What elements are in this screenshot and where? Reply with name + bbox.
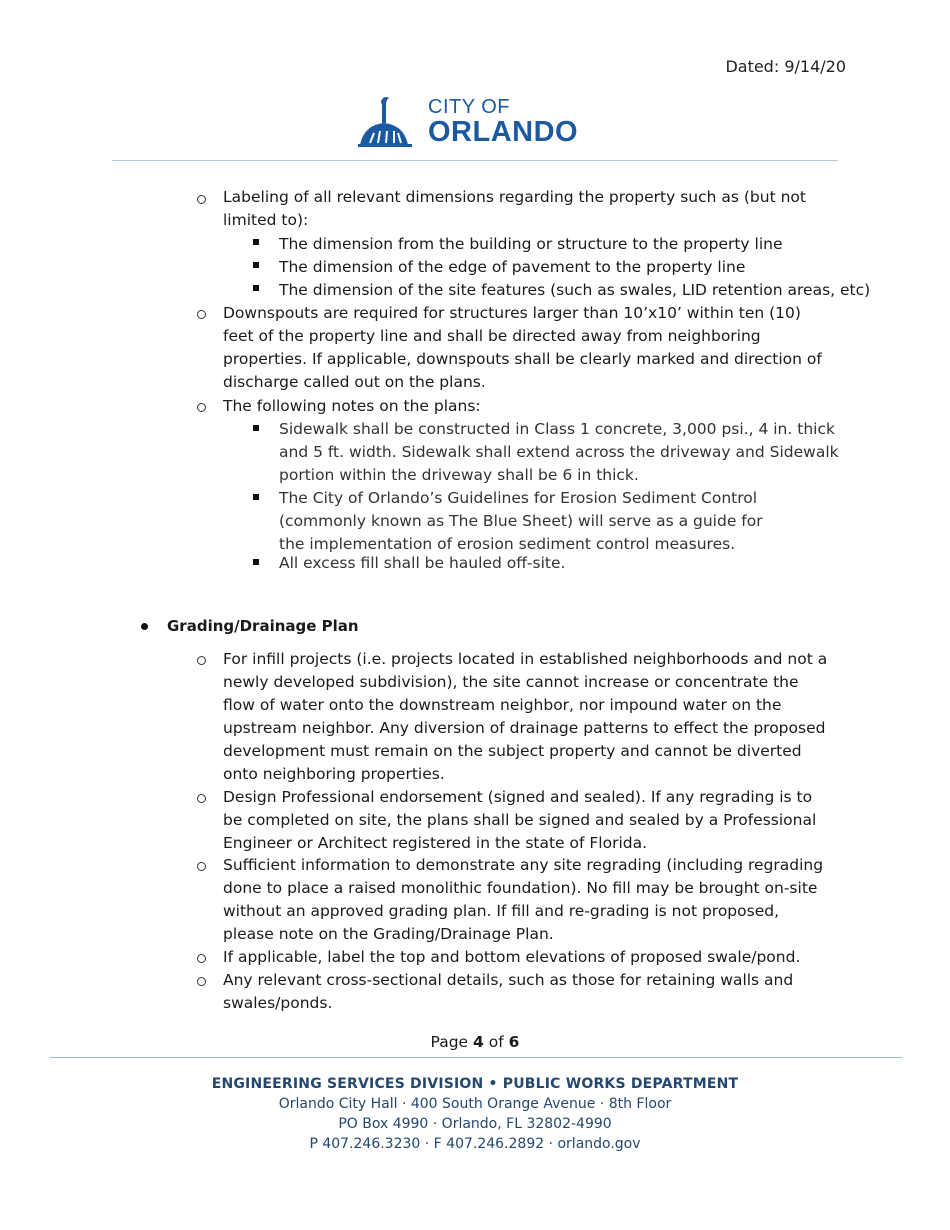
list-item-downspouts: Downspouts are required for structures larger than 10’x10’ within ten (10) feet of the property line and shall be directed away from neighboring properties. If applicable, downspouts shall be clearly marked and direction of discharge called out on the plans. bbox=[223, 304, 822, 391]
list-bullet-square bbox=[253, 239, 259, 245]
list-bullet-circle bbox=[197, 310, 206, 319]
list-bullet-circle bbox=[197, 195, 206, 204]
list-item-labeling: Labeling of all relevant dimensions regarding the property such as (but not limited to): bbox=[223, 188, 806, 229]
page-of: of bbox=[488, 1033, 504, 1051]
list-item-dimension-pavement: The dimension of the edge of pavement to the property line bbox=[279, 258, 746, 276]
page-total: 6 bbox=[508, 1033, 520, 1051]
footer-contact: P 407.246.3230 · F 407.246.2892 · orlando.gov bbox=[309, 1136, 641, 1152]
logo-orlando: ORLANDO bbox=[428, 116, 579, 148]
list-bullet-square bbox=[253, 494, 259, 500]
fountain-logo-icon bbox=[356, 95, 426, 149]
list-bullet-circle bbox=[197, 656, 206, 665]
footer-divider bbox=[50, 1057, 902, 1058]
document-date: Dated: 9/14/20 bbox=[725, 57, 846, 76]
page-prefix: Page bbox=[430, 1033, 469, 1051]
list-bullet-circle bbox=[197, 862, 206, 871]
list-bullet-square bbox=[253, 425, 259, 431]
list-bullet-square bbox=[253, 262, 259, 268]
list-item-site-regrading: Sufficient information to demonstrate any site regrading (including regrading done to place a raised monolithic foundation). No fill may be brought on-site without an approved grading plan. If fill and re-grading is not proposed, please note on the Grading/Drainage Plan. bbox=[223, 856, 824, 943]
list-bullet-circle bbox=[197, 794, 206, 803]
list-item-note-erosion: The City of Orlando’s Guidelines for Erosion Sediment Control (commonly known as The Blue Sheet) will serve as a guide for the implementation of erosion sediment control measures. bbox=[279, 489, 763, 553]
list-bullet-circle bbox=[197, 954, 206, 963]
page-number bbox=[0, 1033, 950, 1051]
list-item-note-fill: All excess fill shall be hauled off-site. bbox=[279, 554, 566, 572]
list-bullet-square bbox=[253, 559, 259, 565]
list-item-dimension-site-features: The dimension of the site features (such as swales, LID retention areas, etc) bbox=[279, 281, 871, 299]
list-item-infill-projects: For infill projects (i.e. projects located in established neighborhoods and not a newly developed subdivision), the site cannot increase or concentrate the flow of water onto the downstream neighbor, nor impound water on the upstream neighbor. Any diversion of drainage patterns to effect the proposed development must remain on the subject property and cannot be diverted onto neighboring properties. bbox=[223, 650, 828, 783]
header-divider bbox=[112, 160, 838, 161]
list-bullet-square bbox=[253, 285, 259, 291]
list-item-design-professional: Design Professional endorsement (signed and sealed). If any regrading is to be completed on site, the plans shall be signed and sealed by a Professional Engineer or Architect registered in the state of Florida. bbox=[223, 788, 817, 852]
footer-department: ENGINEERING SERVICES DIVISION • PUBLIC WORKS DEPARTMENT bbox=[211, 1076, 739, 1092]
list-item-note-sidewalk: Sidewalk shall be constructed in Class 1 concrete, 3,000 psi., 4 in. thick and 5 ft. width. Sidewalk shall extend across the driveway and Sidewalk portion within the driveway shall be 6 in thick. bbox=[279, 420, 839, 484]
list-bullet-circle bbox=[197, 403, 206, 412]
list-item-dimension-building: The dimension from the building or structure to the property line bbox=[279, 235, 783, 253]
city-of-orlando-logo bbox=[356, 95, 596, 149]
list-item-cross-sections: Any relevant cross-sectional details, such as those for retaining walls and swales/ponds. bbox=[223, 971, 794, 1012]
logo-city-of: CITY OF bbox=[428, 96, 511, 118]
footer-address: Orlando City Hall · 400 South Orange Avenue · 8th Floor bbox=[278, 1096, 672, 1112]
list-item-notes-intro: The following notes on the plans: bbox=[223, 397, 481, 415]
page-current: 4 bbox=[473, 1033, 484, 1051]
list-bullet-circle bbox=[197, 977, 206, 986]
list-bullet-disc bbox=[141, 623, 148, 630]
footer-po-box: PO Box 4990 · Orlando, FL 32802-4990 bbox=[338, 1116, 612, 1132]
list-item-swale-elevations: If applicable, label the top and bottom elevations of proposed swale/pond. bbox=[223, 948, 801, 966]
section-heading-grading: Grading/Drainage Plan bbox=[167, 617, 359, 635]
footer bbox=[0, 1074, 950, 1154]
